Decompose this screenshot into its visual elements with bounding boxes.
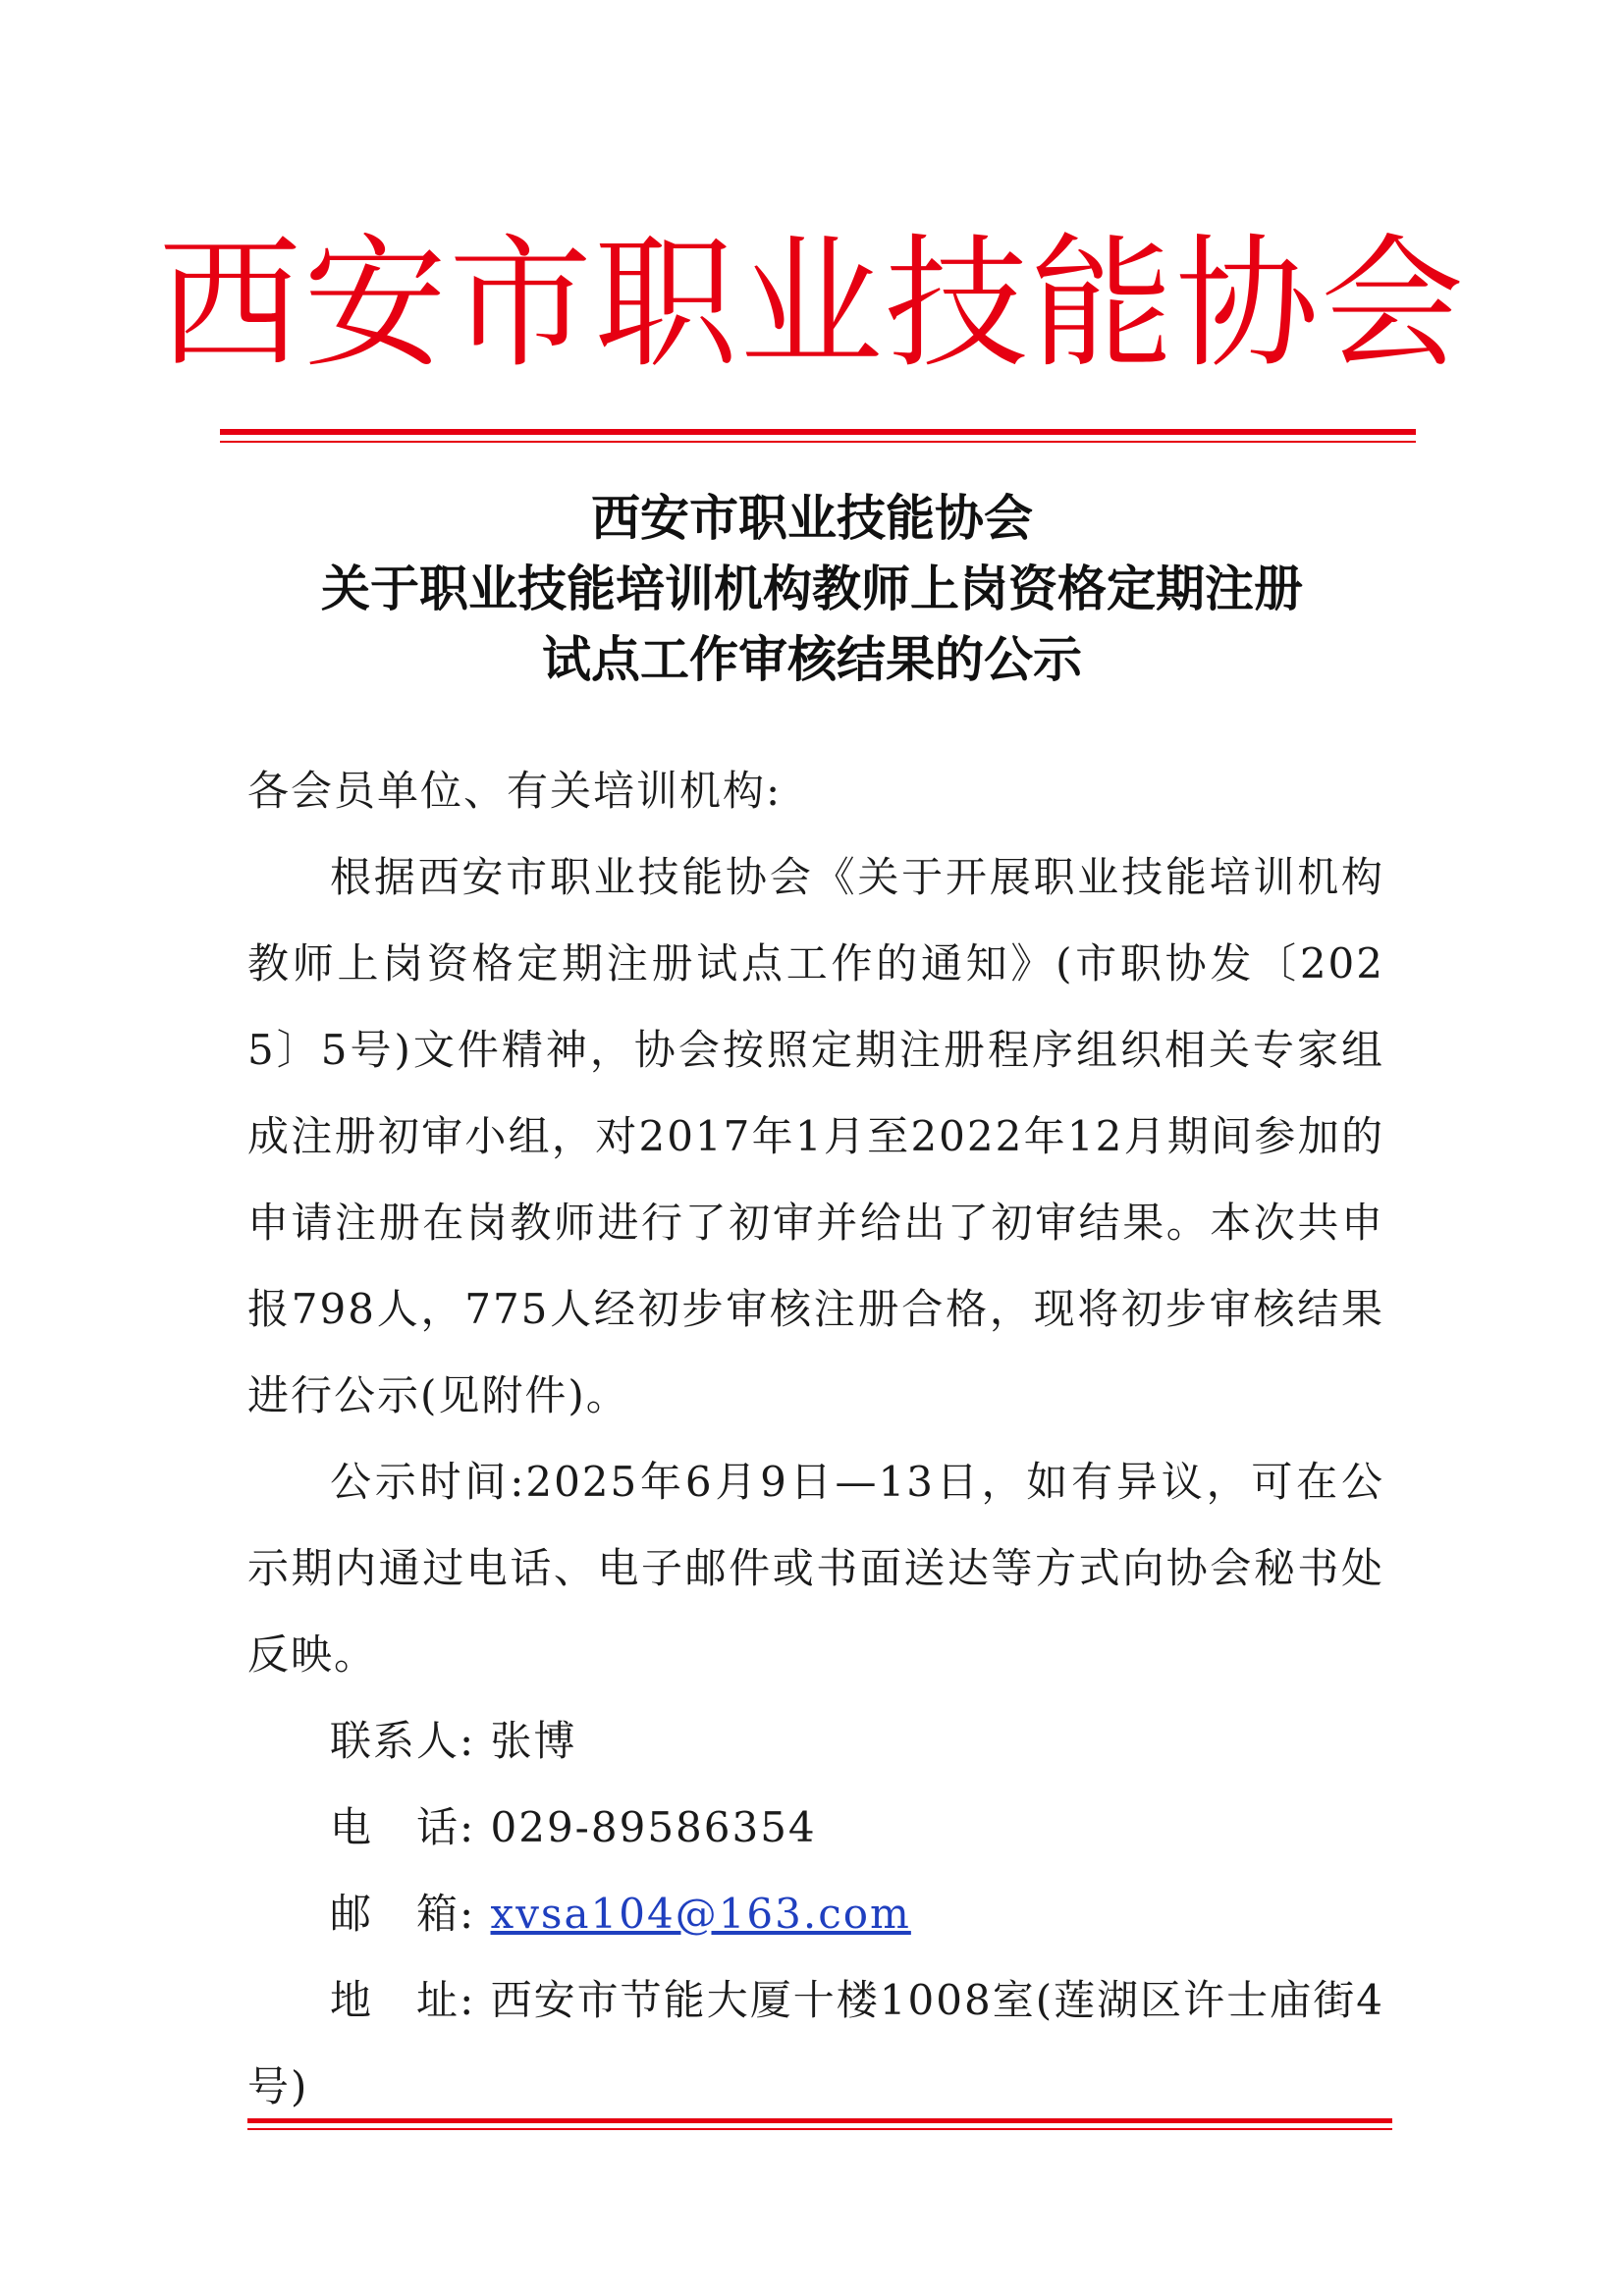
contact-phone-line xyxy=(247,1785,1384,1871)
contact-phone-value: 029-89586354 xyxy=(490,1803,817,1851)
title-line-3: 试点工作审核结果的公示 xyxy=(542,630,1082,688)
document-title xyxy=(0,489,1624,701)
header-rule-thin xyxy=(220,441,1416,443)
header-rule-thick xyxy=(220,429,1416,435)
footer-rule-thin xyxy=(247,2128,1392,2130)
contact-person-label: 联系人: xyxy=(330,1717,476,1765)
document-body xyxy=(247,748,1384,2130)
salutation: 各会员单位、有关培训机构: xyxy=(247,767,783,815)
contact-email-link[interactable]: xvsa104@163.com xyxy=(490,1890,911,1938)
paragraph-publicity-period: 公示时间:2025年6月9日—13日，如有异议，可在公示期内通过电话、电子邮件或书面送达等方式向协会秘书处反映。 xyxy=(247,1458,1384,1679)
contact-email-line xyxy=(247,1871,1384,1957)
contact-person-line xyxy=(247,1698,1384,1785)
title-line-1: 西安市职业技能协会 xyxy=(591,489,1033,547)
contact-phone-label: 电 话: xyxy=(330,1803,476,1851)
footer-rule-thick xyxy=(247,2118,1392,2123)
contact-address-value: 西安市节能大厦十楼1008室(莲湖区许士庙街4号) xyxy=(247,1976,1384,2110)
organization-header: 西安市职业技能协会 xyxy=(158,221,1466,388)
contact-person-value: 张博 xyxy=(490,1717,577,1765)
title-line-2: 关于职业技能培训机构教师上岗资格定期注册 xyxy=(321,560,1303,617)
contact-address-label: 地 址: xyxy=(330,1976,476,2024)
contact-address-line xyxy=(247,1957,1384,2130)
contact-email-label: 邮 箱: xyxy=(330,1890,476,1938)
paragraph-announcement: 根据西安市职业技能协会《关于开展职业技能培训机构教师上岗资格定期注册试点工作的通知》(市职协发〔2025〕5号)文件精神，协会按照定期注册程序组织相关专家组成注册初审小组，对2017年1月至2022年12月期间参加的申请注册在岗教师进行了初审并给出了初审结果。本次共申报798人，775人经初步审核注册合格，现将初步审核结果进行公示(见附件)。 xyxy=(247,853,1384,1419)
